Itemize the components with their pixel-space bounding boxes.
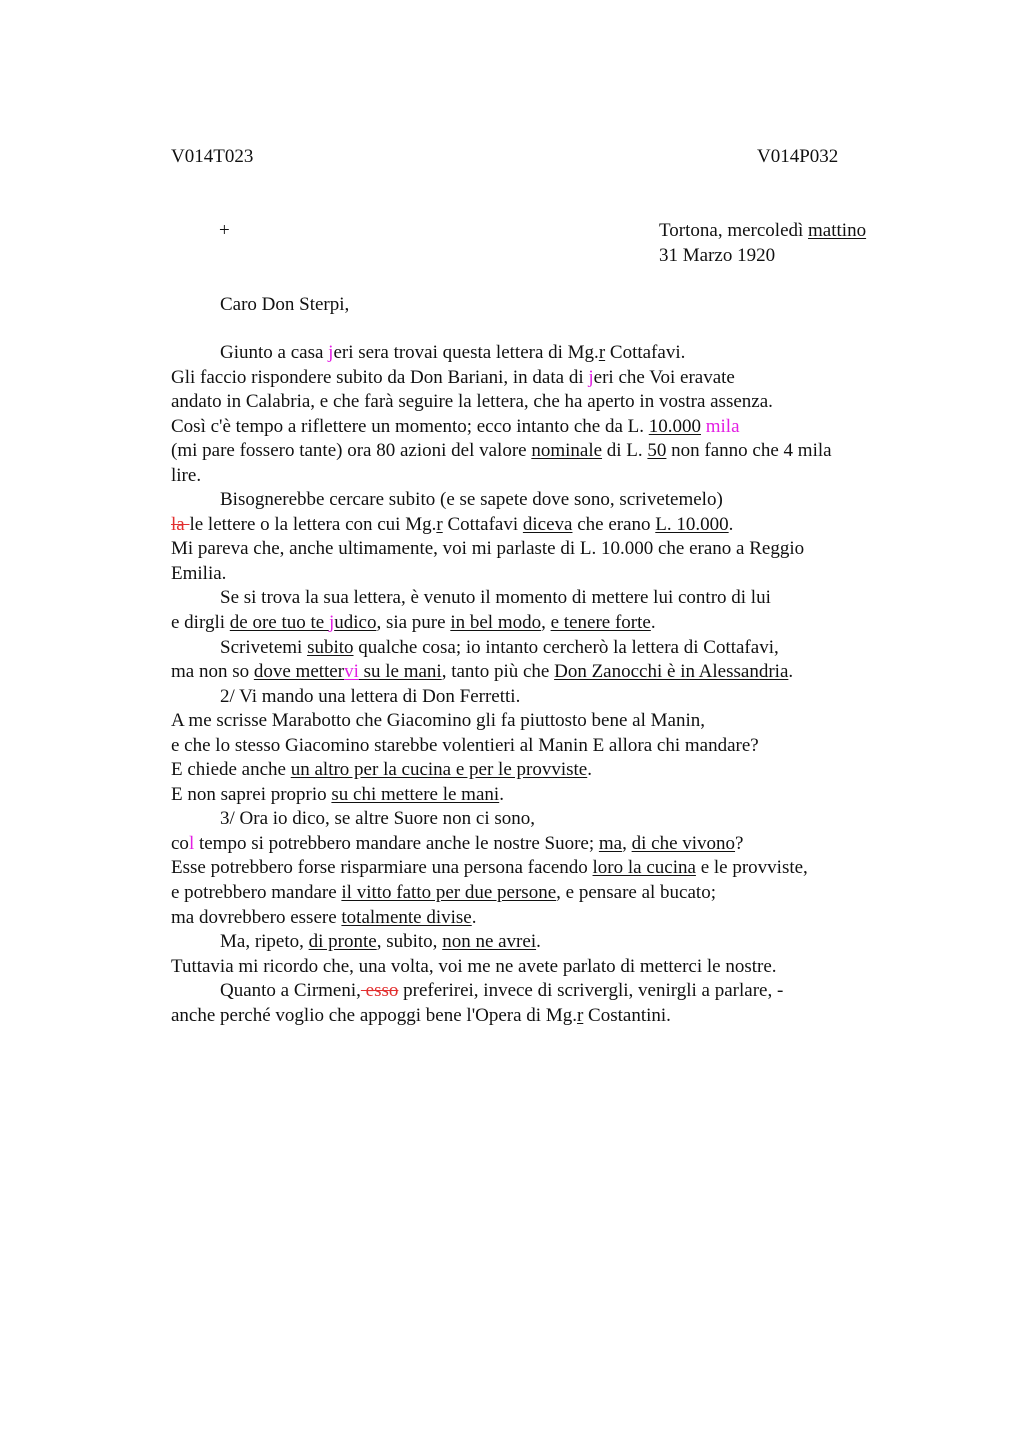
letter-line [171,709,931,734]
text-run: ma non so [171,661,254,683]
text-run: preferirei, invece di scrivergli, venirgli a parlare, - [398,980,784,1002]
text-run: eri sera trovai questa lettera di Mg. [333,342,599,363]
text-run: Scrivetemi [220,636,308,658]
underlined-text: in bel modo [450,612,542,634]
underlined-text: subito [307,636,354,658]
text-run: le lettere o la lettera con cui Mg. [189,513,437,535]
text-run: co [171,832,189,854]
text-run: . [471,906,477,928]
text-run: . [587,759,592,781]
text-run: Costantini. [583,1004,671,1026]
text-run: e dirgli [171,612,230,634]
text-run: Se si trova la sua lettera, è venuto il momento di mettere lui contro di lui [220,587,771,609]
text-run: . [728,513,734,535]
underlined-text: udico [334,612,377,634]
letter-line [171,930,931,955]
text-run: Gli faccio rispondere subito da Don Bariani, in data di [171,366,589,388]
text-run: 3/ Ora io dico, se altre Suore non ci sono, [220,808,536,830]
letter-line [171,366,931,391]
underlined-text: 10.000 [648,415,701,437]
letter-line [171,906,931,931]
underlined-text: un altro per la cucina e per le provviste [290,759,588,781]
text-run: non fanno che 4 mila [666,440,832,462]
underlined-text: il vitto fatto per due persone [341,882,557,904]
header-left-code: V014T023 [171,146,254,167]
letter-line [171,586,931,611]
underlined-text: 50 [647,440,667,462]
letter-line [171,660,931,685]
text-run: 2/ Vi mando una lettera di Don Ferretti. [220,685,521,707]
underlined-text: e tenere forte [550,612,651,634]
letter-line [171,955,931,980]
letter-line [171,979,931,1004]
letter-line [171,390,931,415]
underlined-text: r [436,513,443,535]
letter-line [171,832,931,857]
text-run: e potrebbero mandare [171,882,342,904]
letter-line [171,856,931,881]
letter-line [171,734,931,759]
text-run: eri che Voi eravate [593,366,735,388]
letter-line [171,685,931,710]
underlined-text: nominale [531,440,603,462]
deleted-text: esso [360,980,399,1002]
place-date-text: Tortona, mercoledì [659,220,809,241]
place-date-underlined: mattino [808,220,867,241]
underlined-text: de ore tuo te [229,612,329,634]
inserted-text: l [188,832,195,854]
underlined-text: su chi mettere le mani [331,783,500,805]
letter-line [171,1004,931,1029]
text-run: Ma, ripeto, [220,931,309,953]
letter-line [171,537,931,562]
text-run: A me scrisse Marabotto che Giacomino gli fa piuttosto bene al Manin, [171,710,705,732]
text-run: , sia pure [376,612,451,634]
inserted-text: mila [705,415,740,437]
letter-line [171,636,931,661]
letter-line [171,488,931,513]
underlined-text: di che vivono [631,832,736,854]
underlined-text: r [598,342,606,363]
text-run: Emilia. [171,562,227,584]
underlined-text: diceva [522,513,573,535]
header-right-code: V014P032 [757,146,839,167]
cross-mark: + [219,220,230,241]
text-run: E chiede anche [171,759,291,781]
text-run: che erano [572,513,656,535]
underlined-text: r [576,1004,584,1026]
text-run: ma dovrebbero essere [171,906,342,928]
letter-line [171,758,931,783]
underlined-text: loro la cucina [592,857,696,879]
underlined-text: non ne avrei [442,931,537,953]
salutation: Caro Don Sterpi, [220,294,350,315]
text-run: Bisognerebbe cercare subito (e se sapete dove sono, scrivetemelo) [220,489,723,511]
text-run: Cottafavi [442,513,523,535]
underlined-text: su le mani [358,661,442,683]
text-run: lire. [171,464,202,486]
text-run: ? [735,832,744,854]
text-run: tempo si potrebbero mandare anche le nostre Suore; [194,832,599,854]
text-run: , tanto più che [441,661,555,683]
underlined-text: di pronte [308,931,377,953]
text-run: qualche cosa; io intanto cercherò la lettera di Cottafavi, [353,636,779,658]
text-run: (mi pare fossero tante) ora 80 azioni del valore [171,440,532,462]
underlined-text: ma [598,832,623,854]
text-run: , e pensare al bucato; [556,882,716,904]
underlined-text: dove metter [253,661,345,683]
text-run: Tuttavia mi ricordo che, una volta, voi me ne avete parlato di metterci le nostre. [171,955,777,977]
letter-line [171,881,931,906]
text-run: Giunto a casa [220,342,329,363]
text-run: di L. [602,440,648,462]
text-run: , [541,612,551,634]
text-run: Mi pareva che, anche ultimamente, voi mi parlaste di L. 10.000 che erano a Reggio [171,538,805,560]
text-run: andato in Calabria, e che farà seguire la lettera, che ha aperto in vostra assenza. [171,391,773,413]
letter-line [171,341,931,366]
text-run: anche perché voglio che appoggi bene l'Opera di Mg. [171,1004,577,1026]
letter-line [171,415,931,440]
letter-line [171,807,931,832]
letter-line [171,513,931,538]
letter-line [171,439,931,464]
text-run: Così c'è tempo a riflettere un momento; ecco intanto che da L. [171,415,649,437]
text-run: e le provviste, [695,857,808,879]
text-run: , [622,832,632,854]
letter-body [171,341,931,1028]
place-date-line-2: 31 Marzo 1920 [659,245,776,266]
text-run: . [536,931,541,953]
deleted-text: la [171,513,190,535]
inserted-text: j [328,612,335,634]
text-run: . [788,661,794,683]
text-run: . [650,612,656,634]
text-run: e che lo stesso Giacomino starebbe volentieri al Manin E allora chi mandare? [171,734,759,756]
text-run: , subito, [376,931,443,953]
place-date-line-1 [659,220,866,242]
letter-line [171,464,931,489]
letter-line [171,783,931,808]
inserted-text: j [328,342,334,363]
text-run: Cottafavi. [605,342,686,363]
inserted-text: vi [344,661,359,683]
letter-line [171,562,931,587]
text-run: . [499,783,504,805]
underlined-text: L. 10.000 [655,513,729,535]
text-run: E non saprei proprio [171,783,332,805]
letter-line [171,611,931,636]
text-run: Quanto a Cirmeni, [220,980,361,1002]
underlined-text: Don Zanocchi è in Alessandria [554,661,789,683]
inserted-text: j [588,366,594,388]
text-run: Esse potrebbero forse risparmiare una persona facendo [171,857,593,879]
underlined-text: totalmente divise [341,906,472,928]
